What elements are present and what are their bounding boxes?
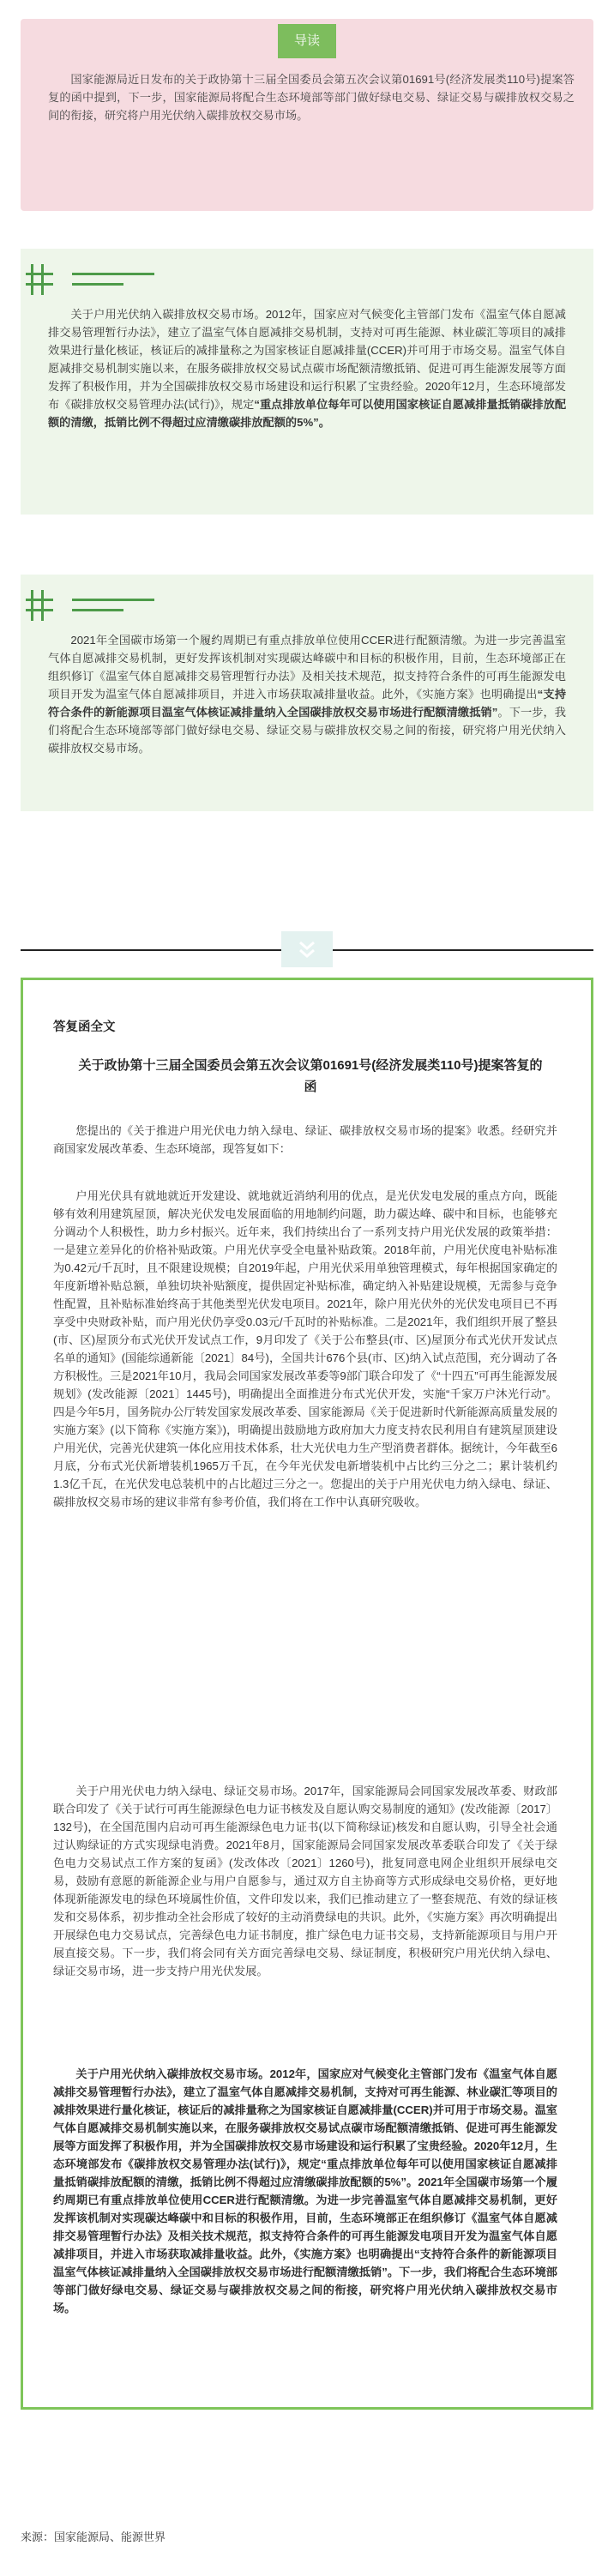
quote-text-2 — [48, 631, 566, 757]
quote2-tail: 。下一步，我们将配合生态环境部等部门做好绿电交易、绿证交易与碳排放权交易之间的衔接，研究将户用光伏纳入碳排放权交易市场。 — [48, 706, 566, 755]
quote-bar-1b — [72, 283, 123, 286]
quote2-normal: 2021年全国碳市场第一个履约周期已有重点排放单位使用CCER进行配额清缴。为进一步完善温室气体自愿减排交易机制，更好发挥该机制对实现碳达峰碳中和目标的积极作用，目前，生态环境部正在组织修订《温室气体自愿减排交易管理暂行办法》及相关技术规范，拟支持符合条件的可再生能源发电项目开发为温室气体自愿减排项目，并进入市场获取减排量收益。此外，《实施方案》也明确提出 — [48, 634, 566, 701]
quote-bar-2 — [72, 599, 154, 601]
intro-text: 国家能源局近日发布的关于政协第十三届全国委员会第五次会议第01691号(经济发展类110号)提案答复的函中提到，下一步，国家能源局将配合生态环境部等部门做好绿电交易、绿证交易与碳排放权交易之间的衔接，研究将户用光伏纳入碳排放权交易市场。 — [48, 73, 575, 122]
quote-bar-1 — [72, 273, 154, 275]
quote-mark-icon — [26, 588, 70, 623]
chevron-down-icon — [281, 931, 333, 967]
reply-heading: 答复函全文 — [53, 1020, 116, 1034]
letter-paragraph-4: 关于户用光伏纳入碳排放权交易市场。2012年，国家应对气候变化主管部门发布《温室气体自愿减排交易管理暂行办法》，建立了温室气体自愿减排交易机制，支持对可再生能源、林业碳汇等项目的减排效果进行量化核证，核证后的减排量称之为国家核证自愿减排量(CCER)并可用于市场交易。温室气体自愿减排交易机制实施以来，在服务碳排放权交易试点碳市场配额清缴抵销、促进可再生能源发展等方面发挥了积极作用，并为全国碳排放权交易市场建设和运行积累了宝贵经验。2020年12月，生态环境部发布《碳排放权交易管理办法(试行)》，规定“重点排放单位每年可以使用国家核证自愿减排量抵销碳排放配额的清缴，抵销比例不得超过应清缴碳排放配额的5%”。2021年全国碳市场第一个履约周期已有重点排放单位使用CCER进行配额清缴。为进一步完善温室气体自愿减排交易机制，更好发挥该机制对实现碳达峰碳中和目标的积极作用，目前，生态环境部正在组织修订《温室气体自愿减排交易管理暂行办法》及相关技术规范，拟支持符合条件的可再生能源发电项目开发为温室气体自愿减排项目，并进入市场获取减排量收益。此外，《实施方案》也明确提出“支持符合条件的新能源项目温室气体核证减排量纳入全国碳排放权交易市场进行配额清缴抵销”。下一步，我们将配合生态环境部等部门做好绿电交易、绿证交易与碳排放权交易之间的衔接，研究将户用光伏纳入碳排放权交易市场。 — [53, 2067, 557, 2314]
letter-paragraph-2: 户用光伏具有就地就近开发建设、就地就近消纳利用的优点，是光伏发电发展的重点方向，既能够有效利用建筑屋顶，解决光伏发电发展面临的用地制约问题，助力碳达峰、碳中和目标，也能够充分调动个人积极性，助力乡村振兴。近年来，我们持续出台了一系列支持户用光伏发展的政策举措：一是建立差异化的价格补贴政策。户用光伏享受全电量补贴政策。2018年前，户用光伏度电补贴标准为0.42元/千瓦时，且不限建设规模；自2019年起，户用光伏采用单独管理模式，每年根据国家确定的年度新增补贴总额，单独切块补贴额度，提供固定补贴标准，确定纳入补贴建设规模，无需参与竞争性配置，且补贴标准始终高于其他类型光伏发电项目。2021年，除户用光伏外的光伏发电项目已不再享受中央财政补贴，而户用光伏仍享受0.03元/千瓦时的补贴标准。二是2021年，我们组织开展了整县(市、区)屋顶分布式光伏开发试点工作，9月印发了《关于公布整县(市、区)屋顶分布式光伏开发试点名单的通知》(国能综通新能〔2021〕84号)，全国共计676个县(市、区)纳入试点范围，充分调动了各方积极性。三是2021年10月，我局会同国家发展改革委等9部门联合印发了《“十四五”可再生能源发展规划》(发改能源〔2021〕1445号)，明确提出全面推进分布式光伏开发，实施“千家万户沐光行动”。四是今年5月，国务院办公厅转发国家发展改革委、国家能源局《关于促进新时代新能源高质量发展的实施方案》(以下简称《实施方案》)，明确提出鼓励地方政府加大力度支持农民利用自有建筑屋顶建设户用光伏，完善光伏建筑一体化应用技术体系，壮大光伏电力生产型消费者群体。据统计，今年截至6月底，分布式光伏新增装机1965万千瓦，在今年光伏发电新增装机中占比约三分之二；累计装机约1.3亿千瓦，在光伏发电总装机中的占比超过三分之一。您提出的关于户用光伏电力纳入绿电、绿证、碳排放权交易市场的建议非常有参考价值，我们将在工作中认真研究吸收。 — [53, 1189, 557, 1508]
source-line: 来源：国家能源局、能源世界 — [21, 2531, 166, 2543]
arrow-box — [281, 931, 333, 967]
letter-paragraph-3: 关于户用光伏电力纳入绿电、绿证交易市场。2017年，国家能源局会同国家发展改革委、财政部联合印发了《关于试行可再生能源绿色电力证书核发及自愿认购交易制度的通知》(发改能源〔2017〕132号)，在全国范围内启动可再生能源绿色电力证书(以下简称绿证)核发和自愿认购，引导全社会通过认购绿证的方式实现绿电消费。2021年8月，国家能源局会同国家发展改革委联合印发了《关于绿色电力交易试点工作方案的复函》(发改体改〔2021〕1260号)，批复同意电网企业组织开展绿电交易，鼓励有意愿的新能源企业与用户自愿参与，通过双方自主协商等方式形成绿电交易价格，更好地体现新能源发电的绿色环境属性价值，文件印发以来，我们已推动建立了一整套规范、有效的绿证核发和交易体系，初步推动全社会形成了较好的主动消费绿电的共识。此外，《实施方案》再次明确提出开展绿色电力交易试点，完善绿色电力证书制度，推广绿色电力证书交易，支持新能源项目与用户开展直接交易。下一步，我们将会同有关方面完善绿电交易、绿证制度，积极研究户用光伏纳入绿电、绿证交易市场，进一步支持户用光伏发展。 — [53, 1785, 557, 1977]
letter-title: 关于政协第十三届全国委员会第五次会议第01691号(经济发展类110号)提案答复的函 — [78, 1058, 543, 1094]
quote1-normal: 关于户用光伏纳入碳排放权交易市场。2012年，国家应对气候变化主管部门发布《温室气体自愿减排交易管理暂行办法》，建立了温室气体自愿减排交易机制，支持对可再生能源、林业碳汇等项目的减排效果进行量化核证，核证后的减排量称之为国家核证自愿减排量(CCER)并可用于市场交易。温室气体自愿减排交易机制实施以来，在服务碳排放权交易试点碳市场配额清缴抵销、促进可再生能源发展等方面发挥了积极作用，并为全国碳排放权交易市场建设和运行积累了宝贵经验。2020年12月，生态环境部发布《碳排放权交易管理办法(试行)》，规定 — [48, 308, 566, 411]
intro-tab-label: 导读 — [278, 24, 336, 58]
letter-paragraph-1: 您提出的《关于推进户用光伏电力纳入绿电、绿证、碳排放权交易市场的提案》收悉。经研究并商国家发展改革委、生态环境部，现答复如下： — [53, 1124, 557, 1155]
quote-mark-icon — [26, 262, 70, 297]
quote-bar-2b — [72, 609, 123, 611]
quote-text-1 — [48, 305, 566, 431]
quote2-bold: “支持符合条件的新能源项目温室气体核证减排量纳入全国碳排放权交易市场进行配额清缴抵销” — [48, 688, 567, 719]
quote1-bold: “重点排放单位每年可以使用国家核证自愿减排量抵销碳排放配额的清缴，抵销比例不得超过应清缴碳排放配额的5%”。 — [48, 398, 567, 429]
